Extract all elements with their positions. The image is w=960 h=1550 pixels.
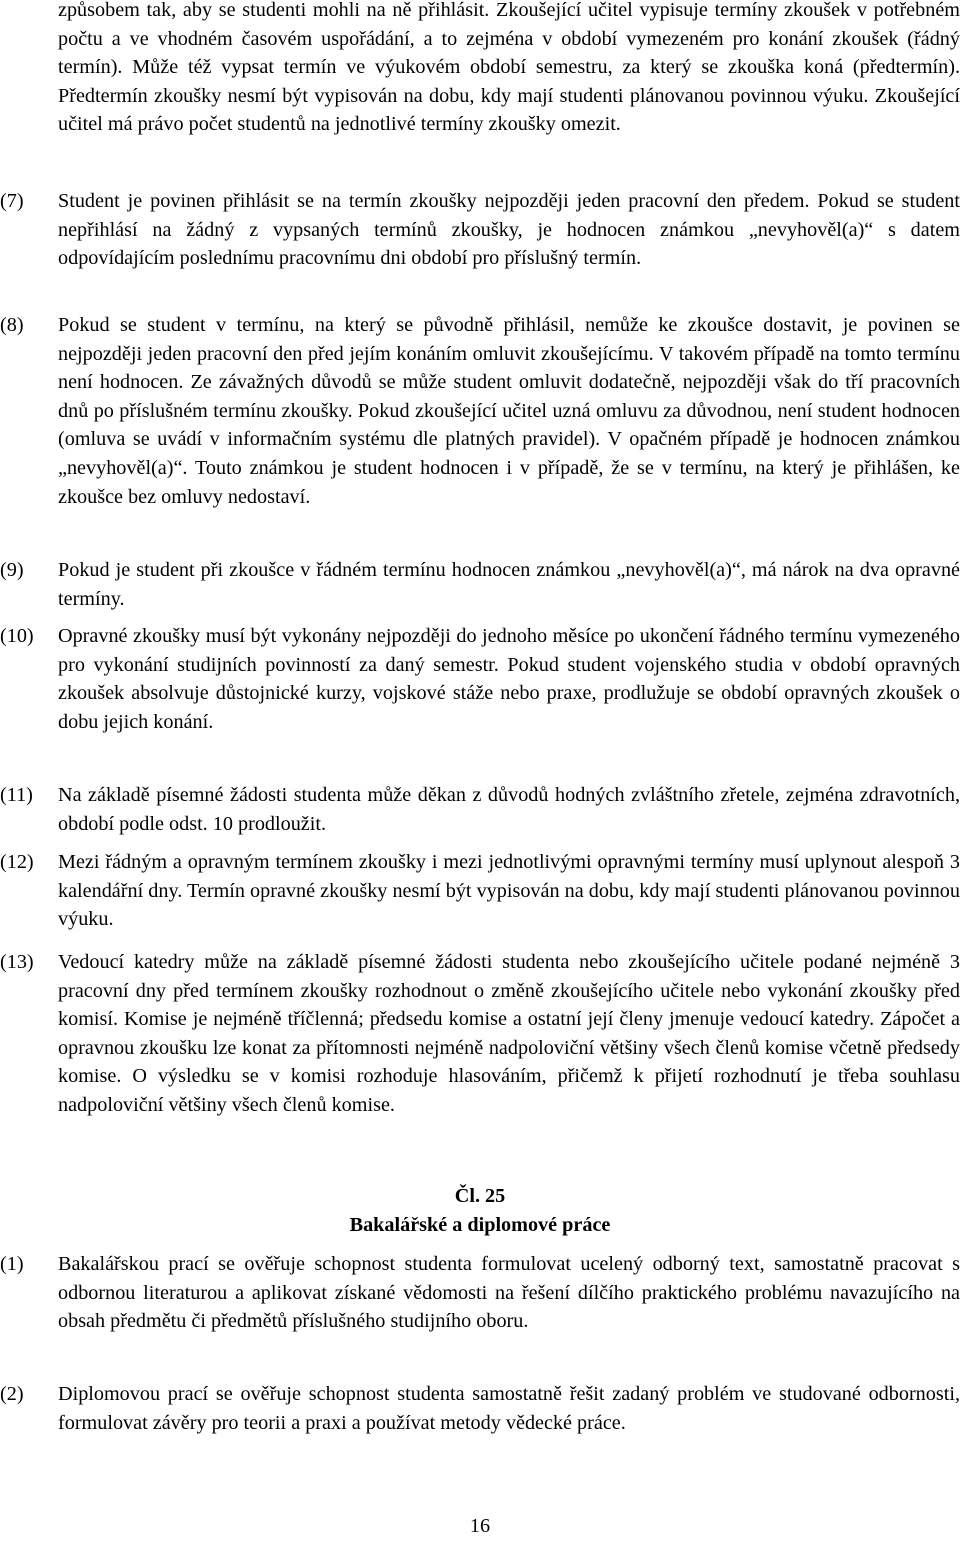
- paragraph-number: (9): [0, 559, 24, 581]
- intro-paragraph: způsobem tak, aby se studenti mohli na ně přihlásit. Zkoušející učitel vypisuje termíny zkoušek v potřebném počtu a ve vhodném časovém uspořádání, a to zejména v období vymezeném pro konání zkoušek (řádný termín). Může též vypsat termín ve výukovém období semestru, za který se zkouška koná (předtermín). Předtermín zkoušky nesmí být vypisován na dobu, kdy mají studenti plánovanou povinnou výuku. Zkoušející učitel má právo počet studentů na jednotlivé termíny zkoušky omezit.: [58, 0, 960, 136]
- paragraph-text: Pokud se student v termínu, na který se původně přihlásil, nemůže ke zkoušce dostavit, je povinen se nejpozději jeden pracovní den před jejím konáním omluvit zkoušejícímu. V takovém případě na tomto termínu není hodnocen. Ze závažných důvodů se může student omluvit dodatečně, nejpozději však do tří pracovních dnů po příslušném termínu zkoušky. Pokud zkoušející učitel uzná omluvu za důvodnou, není student hodnocen (omluva se uvádí v informačním systému dle platných pravidel). V opačném případě je hodnocen známkou „nevyhověl(a)“. Touto známkou je student hodnocen i v případě, že se v termínu, na který je přihlášen, ke zkoušce bez omluvy nedostaví.: [58, 314, 960, 508]
- paragraph-number: (13): [0, 951, 34, 973]
- article-number: Čl. 25: [454, 1185, 506, 1207]
- paragraph-text: Vedoucí katedry může na základě písemné žádosti studenta nebo zkoušejícího učitele podané nejméně 3 pracovní dny před termínem zkoušky rozhodnout o změně zkoušejícího učitele nebo vykonání zkoušky před komisí. Komise je nejméně tříčlenná; předsedu komise a ostatní její členy jmenuje vedoucí katedry. Zápočet a opravnou zkoušku lze konat za přítomnosti nejméně nadpoloviční většiny všech členů komise včetně předsedy komise. O výsledku se v komisi rozhoduje hlasováním, přičemž k přijetí rozhodnutí je třeba souhlasu nadpoloviční většiny všech členů komise.: [58, 951, 960, 1116]
- paragraph-text: Pokud je student při zkoušce v řádném termínu hodnocen známkou „nevyhověl(a)“, má nárok na dva opravné termíny.: [58, 559, 960, 610]
- paragraph-number: (8): [0, 314, 24, 336]
- paragraph-number: (2): [0, 1383, 24, 1405]
- page-number: 16: [469, 1515, 491, 1537]
- paragraph-number: (7): [0, 190, 24, 212]
- paragraph-text: Bakalářskou prací se ověřuje schopnost studenta formulovat ucelený odborný text, samostatně pracovat s odbornou literaturou a aplikovat získané vědomosti na řešení dílčího praktického problému navazujícího na obsah předmětu či předmětů příslušného studijního oboru.: [58, 1253, 960, 1333]
- paragraph-text: Na základě písemné žádosti studenta může děkan z důvodů hodných zvláštního zřetele, zejména zdravotních, období podle odst. 10 prodloužit.: [58, 784, 960, 835]
- paragraph-text: Opravné zkoušky musí být vykonány nejpozději do jednoho měsíce po ukončení řádného termínu vymezeného pro vykonání studijních povinností za daný semestr. Pokud student vojenského studia v období opravných zkoušek absolvuje důstojnické kurzy, vojskové stáže nebo praxe, prodlužuje se období opravných zkoušek o dobu jejich konání.: [58, 625, 960, 733]
- paragraph-number: (1): [0, 1253, 24, 1275]
- paragraph-text: Diplomovou prací se ověřuje schopnost studenta samostatně řešit zadaný problém ve studované odbornosti, formulovat závěry pro teorii a praxi a používat metody vědecké práce.: [58, 1383, 960, 1434]
- article-title: Bakalářské a diplomové práce: [349, 1214, 611, 1236]
- paragraph-number: (12): [0, 851, 34, 873]
- paragraph-number: (11): [0, 784, 33, 806]
- paragraph-text: Student je povinen přihlásit se na termín zkoušky nejpozději jeden pracovní den předem. Pokud se student nepřihlásí na žádný z vypsaných termínů zkoušky, je hodnocen známkou „nevyhověl(a)“ s datem odpovídajícím poslednímu pracovnímu dni období pro příslušný termín.: [58, 190, 960, 270]
- paragraph-text: Mezi řádným a opravným termínem zkoušky i mezi jednotlivými opravnými termíny musí uplynout alespoň 3 kalendářní dny. Termín opravné zkoušky nesmí být vypisován na dobu, kdy mají studenti plánovanou povinnou výuku.: [58, 851, 960, 931]
- paragraph-number: (10): [0, 625, 34, 647]
